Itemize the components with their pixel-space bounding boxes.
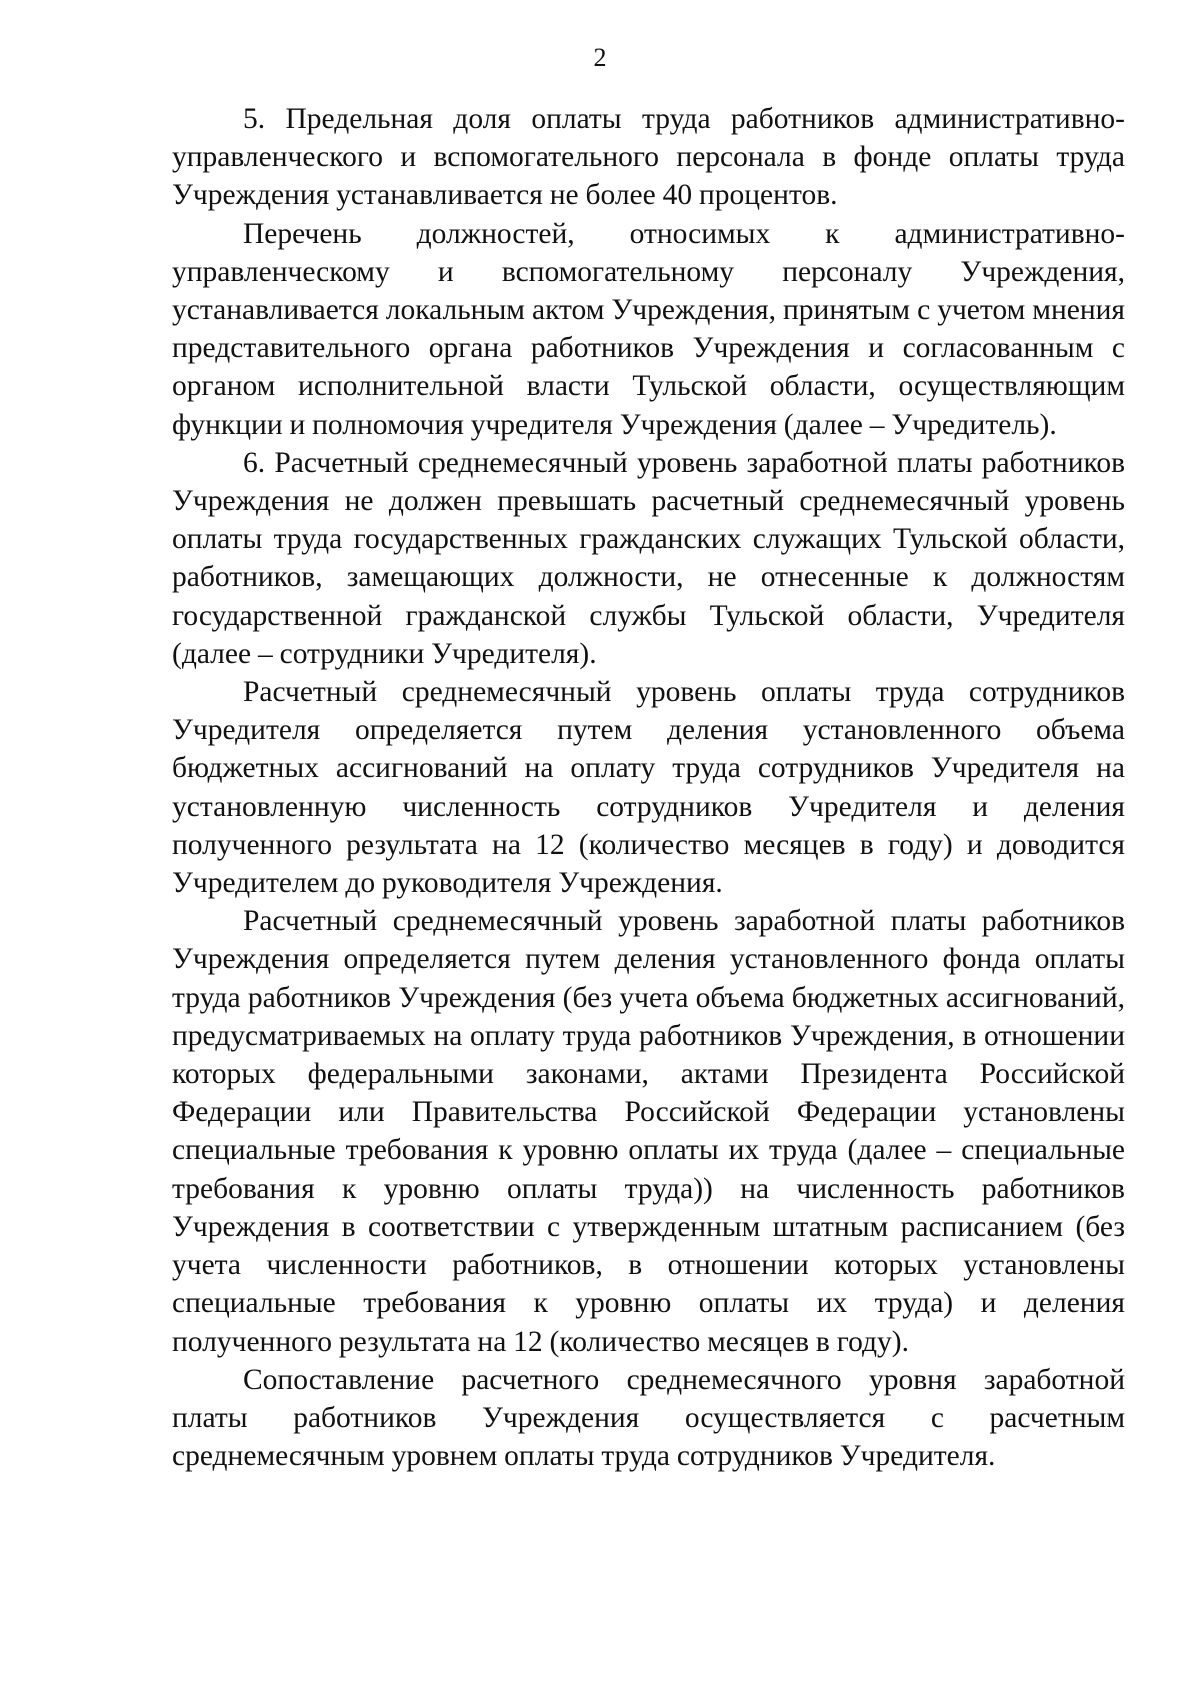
- paragraph-position-list: Перечень должностей, относимых к административно-управленческому и вспомогательному персоналу Учреждения, устанавливается локальным актом Учреждения, принятым с учетом мнения представительного органа работников Учреждения и согласованным с органом исполнительной власти Тульской области, осуществляющим функции и полномочия учредителя Учреждения (далее – Учредитель).: [172, 217, 1125, 441]
- page-number: 2: [593, 43, 607, 72]
- paragraph-founder-staff-level: Расчетный среднемесячный уровень оплаты труда сотрудников Учредителя определяется путем деления установленного объема бюджетных ассигнований на оплату труда сотрудников Учредителя на установленную численность сотрудников Учредителя и деления полученного результата на 12 (количество месяцев в году) и доводится Учредителем до руководителя Учреждения.: [172, 676, 1125, 900]
- document-body: [172, 100, 1125, 1475]
- paragraph-5-admin-share: 5. Предельная доля оплаты труда работников административно-управленческого и вспомогательного персонала в фонде оплаты труда Учреждения устанавливается не более 40 процентов.: [172, 103, 1125, 212]
- paragraph-6-salary-limit: 6. Расчетный среднемесячный уровень заработной платы работников Учреждения не должен превышать расчетный среднемесячный уровень оплаты труда государственных гражданских служащих Тульской области, работников, замещающих должности, не отнесенные к должностям государственной гражданской службы Тульской области, Учредителя (далее – сотрудники Учредителя).: [172, 446, 1125, 670]
- paragraph-comparison: Сопоставление расчетного среднемесячного уровня заработной платы работников Учреждения осуществляется с расчетным среднемесячным уровнем оплаты труда сотрудников Учредителя.: [172, 1363, 1125, 1473]
- paragraph-institution-level: Расчетный среднемесячный уровень заработной платы работников Учреждения определяется путем деления установленного фонда оплаты труда работников Учреждения (без учета объема бюджетных ассигнований, предусматриваемых на оплату труда работников Учреждения, в отношении которых федеральными законами, актами Президента Российской Федерации или Правительства Российской Федерации установлены специальные требования к уровню оплаты их труда (далее – специальные требования к уровню оплаты труда)) на численность работников Учреждения в соответствии с утвержденным штатным расписанием (без учета численности работников, в отношении которых установлены специальные требования к уровню оплаты их труда) и деления полученного результата на 12 (количество месяцев в году).: [172, 905, 1125, 1358]
